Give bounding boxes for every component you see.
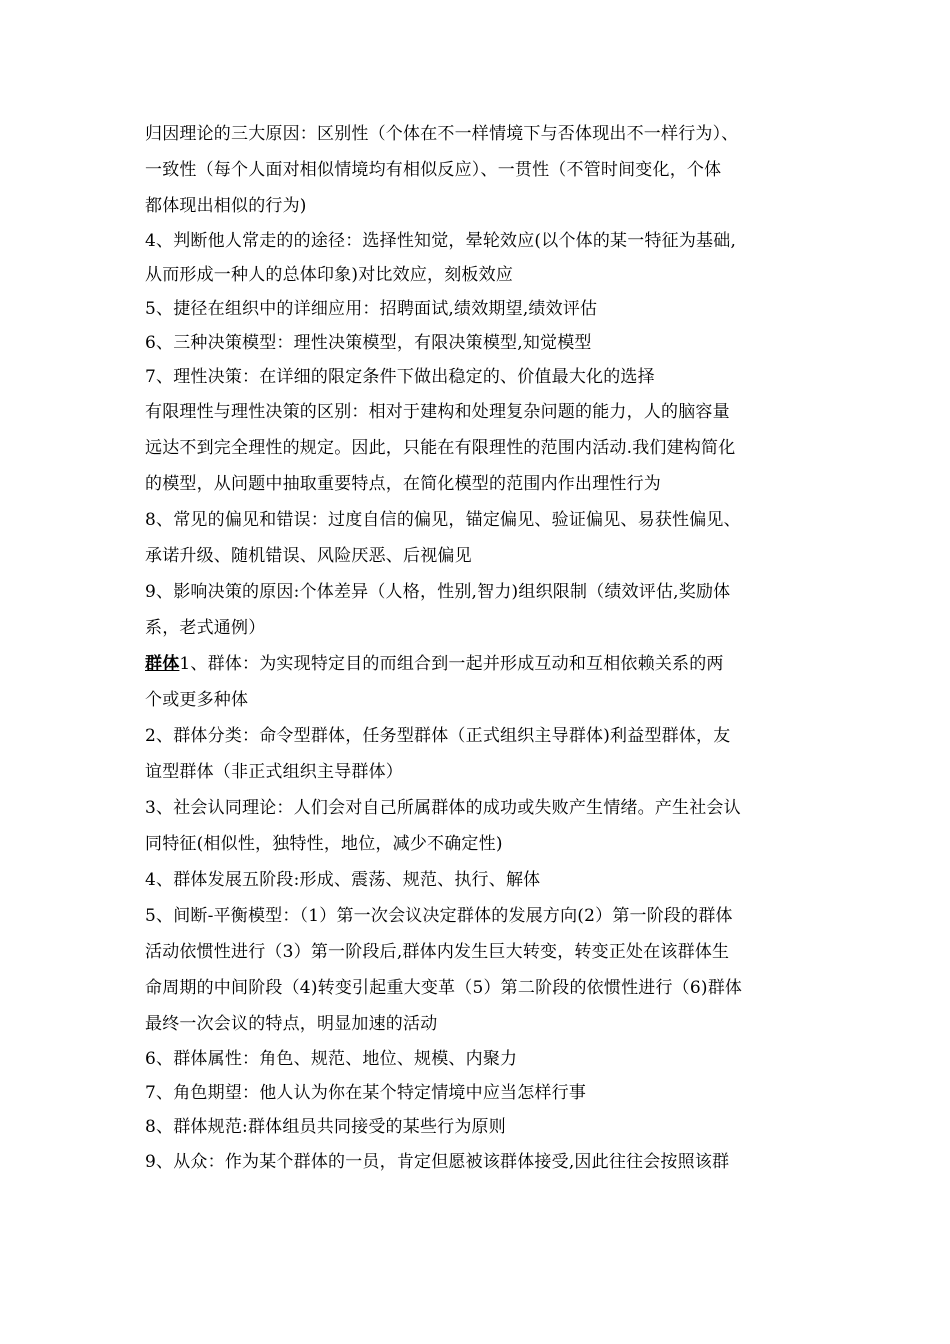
text-line: 9、影响决策的原因:个体差异（人格，性别,智力)组织限制（绩效评估,奖励体: [145, 582, 731, 602]
text-line: 归因理论的三大原因：区别性（个体在不一样情境下与否体现出不一样行为）、: [145, 124, 739, 144]
text-line: 3、社会认同理论：人们会对自己所属群体的成功或失败产生情绪。产生社会认: [145, 798, 741, 818]
text-line: 4、群体发展五阶段:形成、震荡、规范、执行、解体: [145, 870, 541, 890]
text-line: 谊型群体（非正式组织主导群体）: [145, 762, 403, 782]
text-line: 系，老式通例）: [145, 618, 266, 638]
text-line: 活动依惯性进行（3）第一阶段后,群体内发生巨大转变，转变正处在该群体生: [145, 942, 730, 962]
text-line: 承诺升级、随机错误、风险厌恶、后视偏见: [145, 546, 472, 566]
text-line: 有限理性与理性决策的区别：相对于建构和处理复杂问题的能力，人的脑容量: [145, 402, 730, 422]
text-line: 5、间断-平衡模型：（1）第一次会议决定群体的发展方向(2）第一阶段的群体: [145, 906, 733, 926]
text-line: 命周期的中间阶段（4)转变引起重大变革（5）第二阶段的依惯性进行（6)群体: [145, 978, 743, 998]
document-body: [145, 116, 810, 1180]
text-line: 同特征(相似性，独特性，地位，减少不确定性): [145, 834, 503, 854]
section-heading: 群体: [145, 654, 180, 674]
text-line: 的模型，从问题中抽取重要特点，在简化模型的范围内作出理性行为: [145, 474, 661, 494]
text-line: 5、捷径在组织中的详细应用：招聘面试,绩效期望,绩效评估: [145, 299, 598, 319]
text-line: 都体现出相似的行为): [145, 196, 307, 216]
text-line: 4、判断他人常走的的途径：选择性知觉，晕轮效应(以个体的某一特征为基础,: [145, 231, 737, 251]
text-line: 8、群体规范:群体组员共同接受的某些行为原则: [145, 1117, 506, 1137]
text-line: 从而形成一种人的总体印象)对比效应，刻板效应: [145, 265, 514, 285]
text-line: 2、群体分类：命令型群体，任务型群体（正式组织主导群体)利益型群体，友: [145, 726, 731, 746]
text-line: 7、角色期望：他人认为你在某个特定情境中应当怎样行事: [145, 1083, 587, 1103]
text-line: 最终一次会议的特点，明显加速的活动: [145, 1014, 438, 1034]
text-line: 1、群体：为实现特定目的而组合到一起并形成互动和互相依赖关系的两: [179, 654, 724, 674]
text-line: 远达不到完全理性的规定。因此，只能在有限理性的范围内活动.我们建构简化: [145, 438, 736, 458]
section-line: [145, 646, 810, 682]
text-line: 9、从众：作为某个群体的一员，肯定但愿被该群体接受,因此往往会按照该群: [145, 1152, 730, 1172]
text-line: 个或更多种体: [145, 690, 249, 710]
text-line: 7、理性决策：在详细的限定条件下做出稳定的、价值最大化的选择: [145, 367, 655, 387]
text-line: 6、三种决策模型：理性决策模型，有限决策模型,知觉模型: [145, 333, 592, 353]
text-line: 一致性（每个人面对相似情境均有相似反应）、一贯性（不管时间变化，个体: [145, 160, 722, 180]
text-line: 6、群体属性：角色、规范、地位、规模、内聚力: [145, 1049, 518, 1069]
text-line: 8、常见的偏见和错误：过度自信的偏见，锚定偏见、验证偏见、易获性偏见、: [145, 510, 741, 530]
